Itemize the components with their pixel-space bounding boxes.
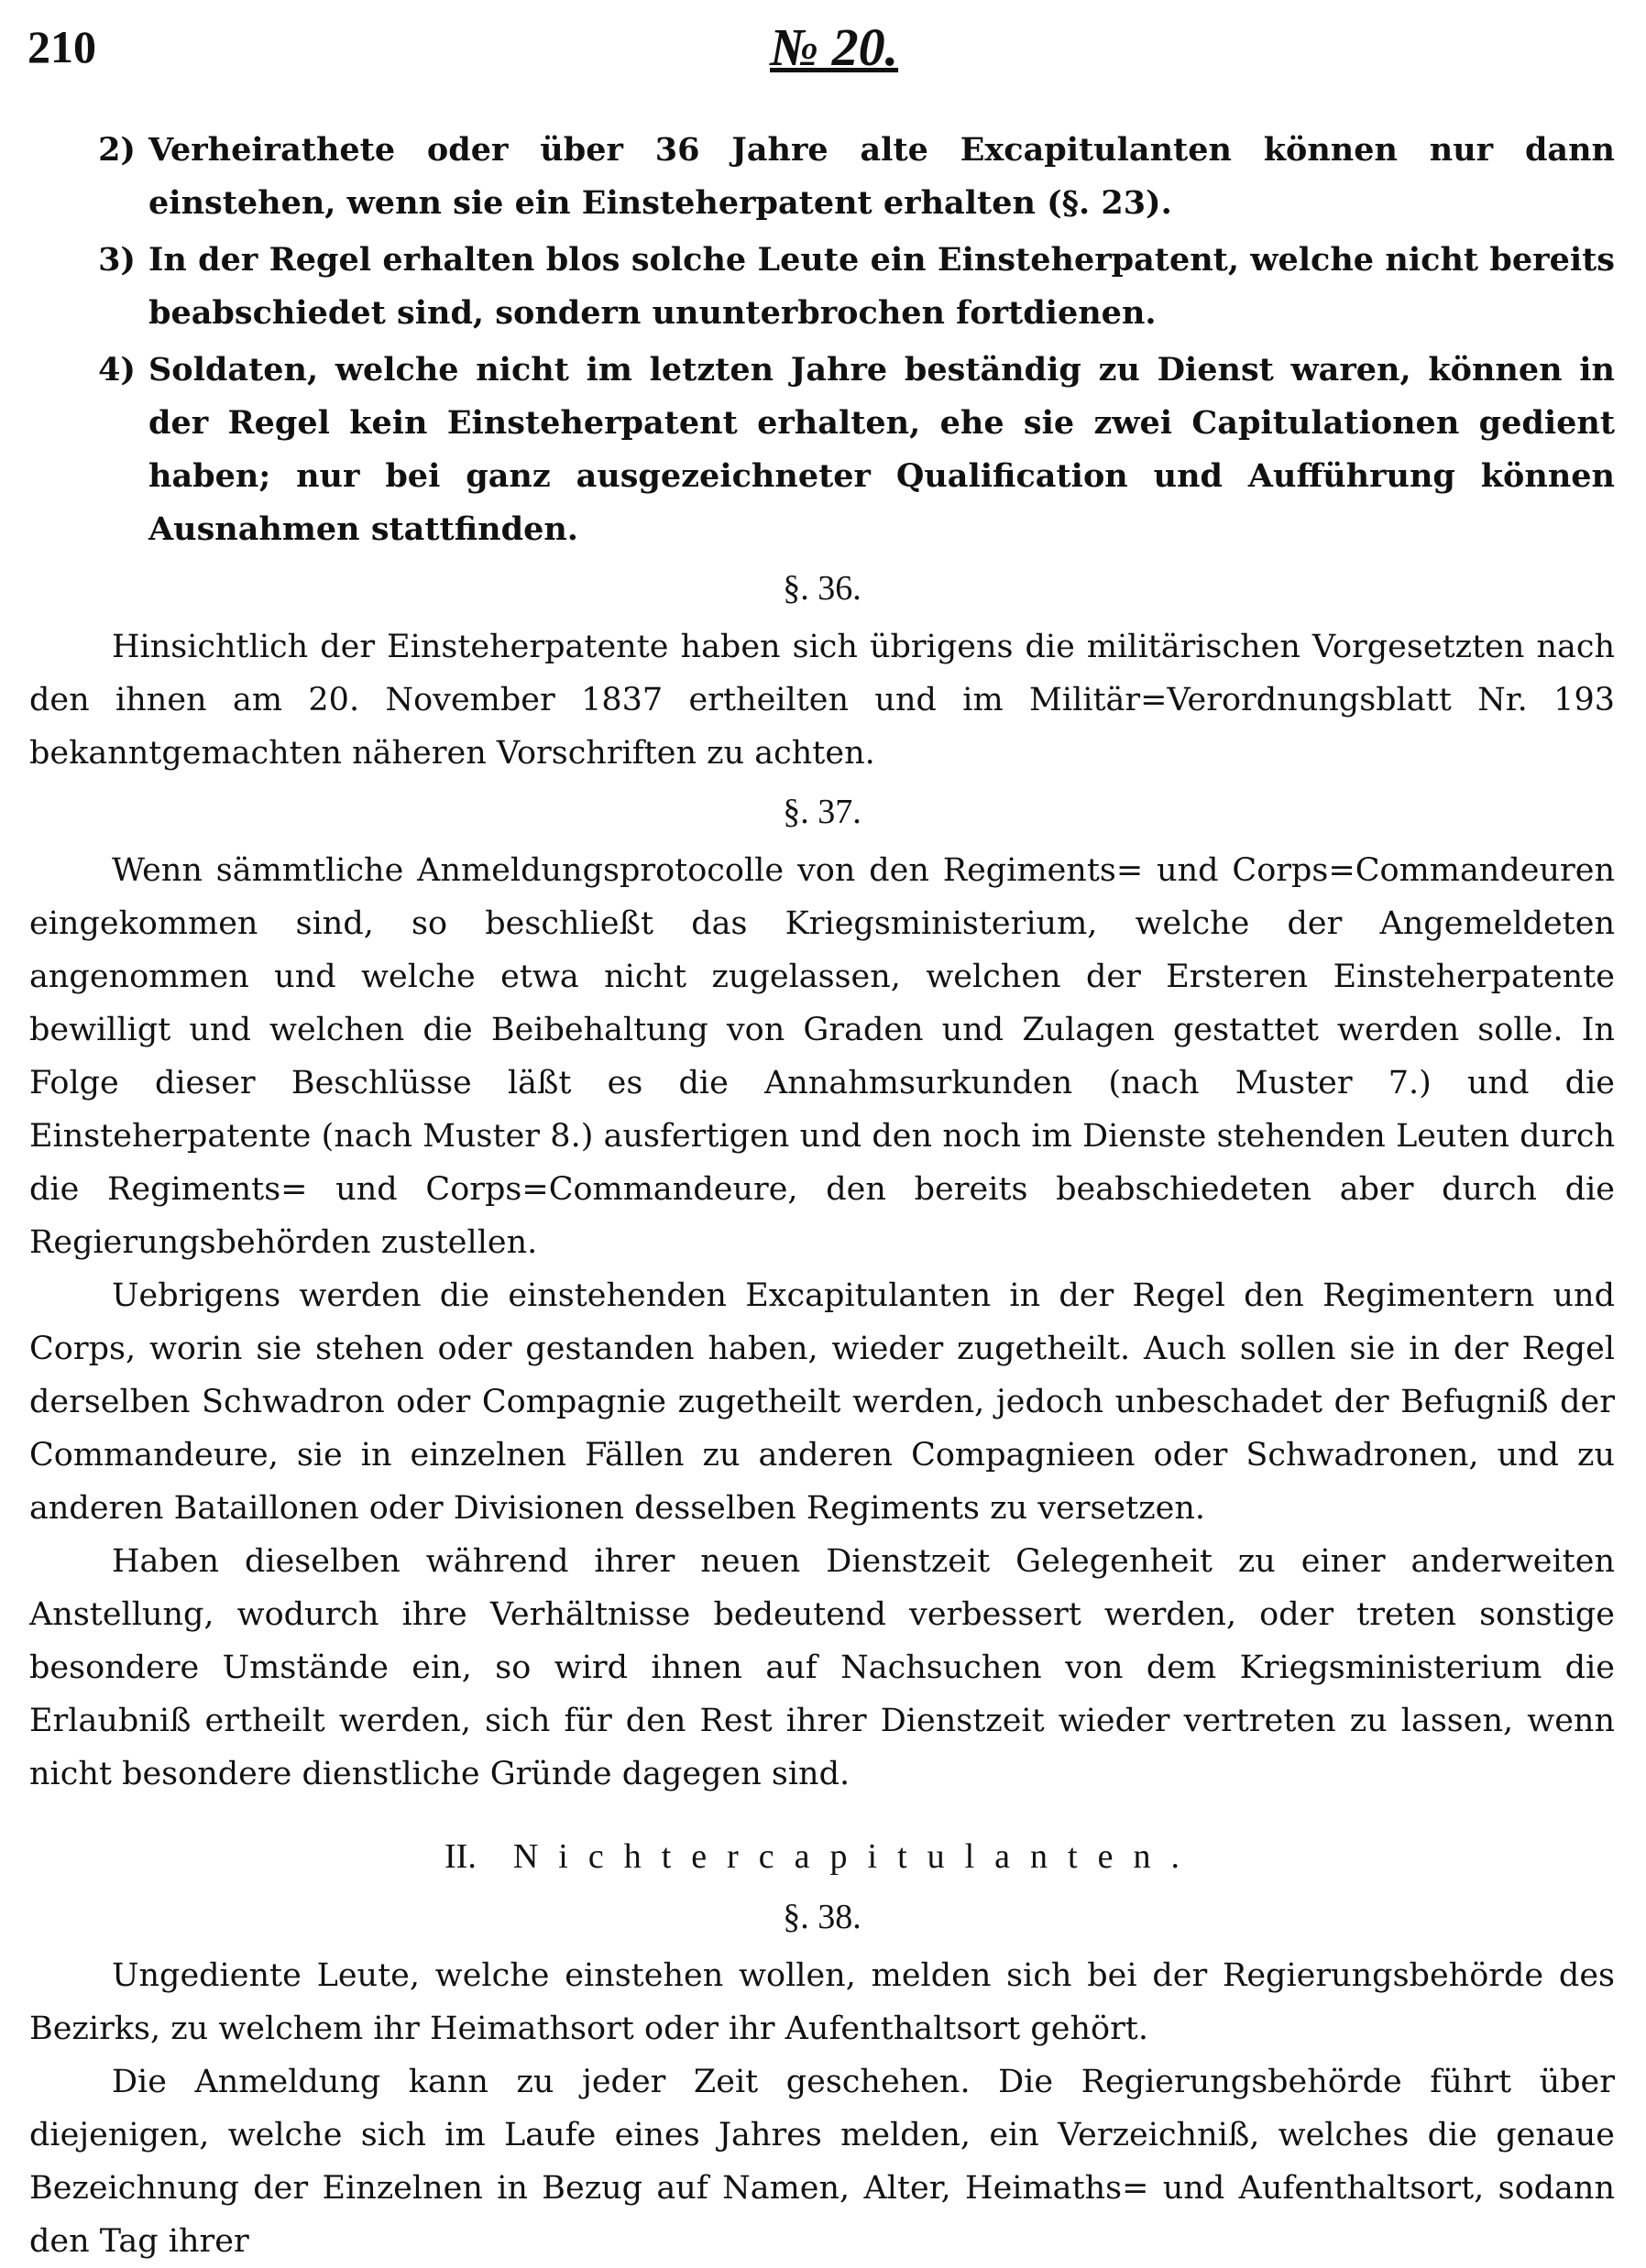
list-item bbox=[29, 344, 1615, 556]
list-marker: 4) bbox=[98, 351, 136, 389]
section-heading-38: §. 38. bbox=[783, 1898, 861, 1936]
section-heading-37: §. 37. bbox=[783, 793, 861, 831]
list-marker: 3) bbox=[98, 241, 136, 279]
paragraph: Die Anmeldung kann zu jeder Zeit geschehen. Die Regierungsbehörde führt über diejenigen, welche sich im Laufe eines Jahres melden, ein Verzeichniß, welches die genaue Bezeichnung der Einzelnen in Bezug auf Namen, Alter, Heimaths= und Aufenthaltsort, sodann den Tag ihrer bbox=[29, 2064, 1615, 2260]
part-numeral: II. bbox=[444, 1837, 477, 1876]
document-body bbox=[29, 124, 1615, 2268]
list-item-text: In der Regel erhalten blos solche Leute ein Einsteherpatent, welche nicht bereits beabschiedet sind, sondern ununterbrochen fortdienen. bbox=[148, 241, 1615, 332]
list-item-text: Soldaten, welche nicht im letzten Jahre beständig zu Dienst waren, können in der Regel kein Einsteherpatent erhalten, ehe sie zwei Capitulationen gedient haben; nur bei ganz ausgezeichneter Qualification und Aufführung können Ausnahmen stattfinden. bbox=[148, 351, 1615, 548]
page-header bbox=[0, 0, 1646, 110]
list-item bbox=[29, 124, 1615, 230]
part-heading bbox=[29, 1828, 1615, 1885]
paragraph: Wenn sämmtliche Anmeldungsprotocolle von den Regiments= und Corps=Commandeuren eingekommen sind, so beschließt das Kriegsministerium, welche der Angemeldeten angenommen und welche etwa nicht zugelassen, welchen der Ersteren Einsteherpatente bewilligt und welchen die Beibehaltung von Graden und Zulagen gestattet werden solle. In Folge dieser Beschlüsse läßt es die Annahmsurkunden (nach Muster 7.) und die Einsteherpatente (nach Muster 8.) ausfertigen und den noch im Dienste stehenden Leuten durch die Regiments= und Corps=Commandeure, den bereits beabschiedeten aber durch die Regierungsbehörden zustellen. bbox=[29, 852, 1615, 1261]
paragraph: Ungediente Leute, welche einstehen wollen, melden sich bei der Regierungsbehörde des Bezirks, zu welchem ihr Heimathsort oder ihr Aufenthaltsort gehört. bbox=[29, 1957, 1615, 2047]
list-marker: 2) bbox=[98, 131, 136, 169]
paragraph: Haben dieselben während ihrer neuen Dienstzeit Gelegenheit zu einer anderweiten Anstellung, wodurch ihre Verhältnisse bedeutend verbessert werden, oder treten sonstige besondere Umstände ein, so wird ihnen auf Nachsuchen von dem Kriegsministerium die Erlaubniß ertheilt werden, sich für den Rest ihrer Dienstzeit wieder vertreten zu lassen, wenn nicht besondere dienstliche Gründe dagegen sind. bbox=[29, 1543, 1615, 1792]
paragraph: Hinsichtlich der Einsteherpatente haben sich übrigens die militärischen Vorgesetzten nach den ihnen am 20. November 1837 ertheilten und im Militär=Verordnungsblatt Nr. 193 bekanntgemachten näheren Vorschriften zu achten. bbox=[29, 629, 1615, 772]
part-title: Nichtercapitulanten. bbox=[512, 1837, 1200, 1876]
list-item bbox=[29, 234, 1615, 340]
issue-number: № 20. bbox=[770, 17, 899, 77]
section-heading-36: §. 36. bbox=[783, 569, 861, 608]
list-item-text: Verheirathete oder über 36 Jahre alte Excapitulanten können nur dann einstehen, wenn sie ein Einsteherpatent erhalten (§. 23). bbox=[148, 131, 1615, 222]
page-number: 210 bbox=[27, 21, 96, 72]
paragraph: Uebrigens werden die einstehenden Excapitulanten in der Regel den Regimentern und Corps, worin sie stehen oder gestanden haben, wieder zugetheilt. Auch sollen sie in der Regel derselben Schwadron oder Compagnie zugetheilt werden, jedoch unbeschadet der Befugniß der Commandeure, sie in einzelnen Fällen zu anderen Compagnieen oder Schwadronen, und zu anderen Bataillonen oder Divisionen desselben Regiments zu versetzen. bbox=[29, 1277, 1615, 1527]
